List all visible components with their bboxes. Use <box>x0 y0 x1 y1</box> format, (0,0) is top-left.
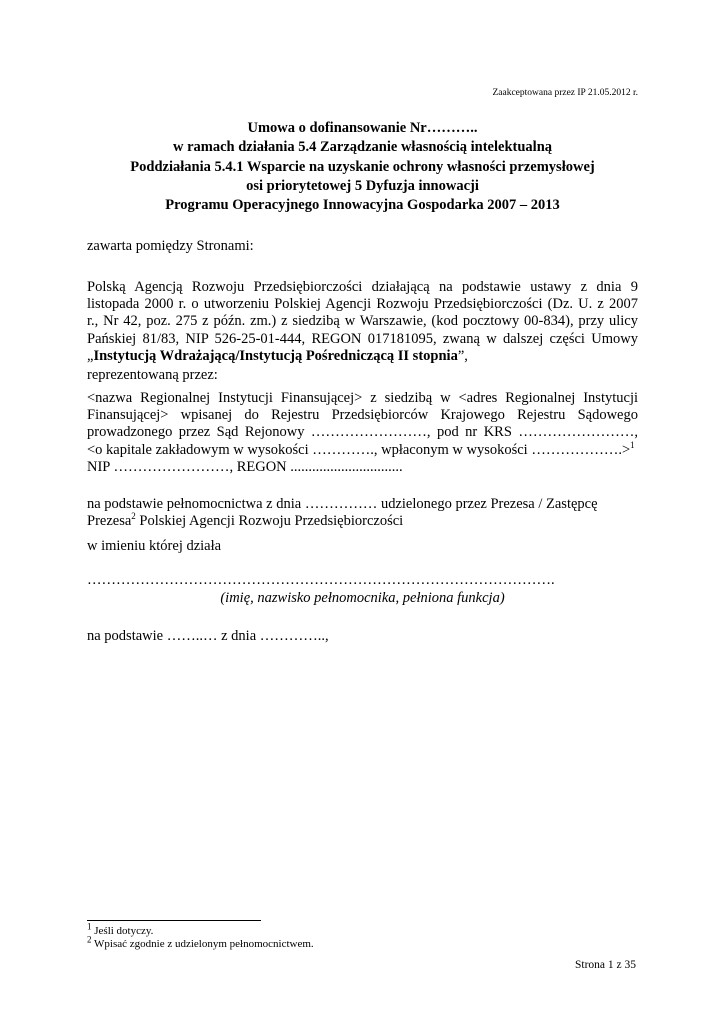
footnote-2-text: Wpisać zgodnie z udzielonym pełnomocnictwem. <box>91 938 314 950</box>
footnote-2-number: 2 <box>87 934 92 945</box>
title-line-1: Umowa o dofinansowanie Nr……….. <box>247 120 478 136</box>
parp-paragraph <box>87 279 638 365</box>
between-parties: zawarta pomiędzy Stronami: <box>87 238 254 254</box>
represented-by: reprezentowaną przez: <box>87 367 218 383</box>
parp-line-5 <box>87 348 638 365</box>
footnote-2 <box>87 934 314 951</box>
institution-name: Instytucją Wdrażającą/Instytucją Pośredniczącą II stopnia <box>93 347 458 364</box>
footnote-1 <box>87 921 154 938</box>
footnote-1-number: 1 <box>87 921 92 932</box>
rif-line-3: prowadzonego przez Sąd Rejonowy ……………………, pod nr KRS ……………………, <box>87 424 638 441</box>
rif-line-4 <box>87 439 638 459</box>
proxy-paragraph <box>87 496 638 530</box>
basis-line: na podstawie ……..… z dnia ………….., <box>87 628 329 644</box>
parp-line-3: r., Nr 42, poz. 275 z późn. zm.) z siedzibą w Warszawie, (kod pocztowy 00-834), przy ulicy <box>87 313 638 330</box>
on-behalf: w imieniu której działa <box>87 538 222 554</box>
close-quote: ”, <box>457 347 468 364</box>
signature-dots: ……………………………………………………………………………………. <box>87 572 555 588</box>
parp-line-1: Polską Agencją Rozwoju Przedsiębiorczości działającą na podstawie ustawy z dnia 9 <box>87 279 638 295</box>
rif-line-2: Finansującej> wpisanej do Rejestru Przedsiębiorców Krajowego Rejestru Sądowego <box>87 407 638 424</box>
prezesa-text: Prezesa <box>87 513 132 530</box>
rif-line-5: NIP ……………………, REGON ............................... <box>87 458 403 475</box>
footnote-1-text: Jeśli dotyczy. <box>91 925 154 937</box>
document-title <box>80 119 645 215</box>
capital-text: <o kapitale zakładowym w wysokości …………., wpłaconym w wysokości ……………….> <box>87 441 631 458</box>
footnote-ref-2[interactable]: 2 <box>131 511 136 522</box>
title-line-2: w ramach działania 5.4 Zarządzanie własnością intelektualną <box>172 139 553 156</box>
open-quote: „ <box>87 347 94 364</box>
footnote-ref-1[interactable]: 1 <box>630 439 635 450</box>
title-line-4: osi priorytetowej 5 Dyfuzja innowacji <box>246 177 479 194</box>
proxy-line-2 <box>87 513 638 530</box>
parp-name: Polskiej Agencji Rozwoju Przedsiębiorczości <box>135 513 404 530</box>
page-number: Strona 1 z 35 <box>574 959 636 971</box>
acceptance-note: Zaakceptowana przez IP 21.05.2012 r. <box>492 88 638 98</box>
title-line-5: Programu Operacyjnego Innowacyjna Gospodarka 2007 – 2013 <box>165 197 560 214</box>
proxy-line-1: na podstawie pełnomocnictwa z dnia …………… udzielonego przez Prezesa / Zastępcę <box>87 496 598 512</box>
parp-line-2: listopada 2000 r. o utworzeniu Polskiej Agencji Rozwoju Przedsiębiorczości (Dz. U. z 2007 <box>87 296 638 313</box>
title-line-3: Poddziałania 5.4.1 Wsparcie na uzyskanie ochrony własności przemysłowej <box>130 158 595 175</box>
parp-line-4: Pańskiej 81/83, NIP 526-25-01-444, REGON 017181095, zwaną w dalszej części Umowy <box>87 330 638 347</box>
rif-paragraph <box>87 390 638 476</box>
footnote-divider <box>87 920 261 921</box>
name-caption: (imię, nazwisko pełnomocnika, pełniona funkcja) <box>220 590 505 606</box>
rif-line-1: <nazwa Regionalnej Instytucji Finansującej> z siedzibą w <adres Regionalnej Instytucji <box>87 390 638 406</box>
